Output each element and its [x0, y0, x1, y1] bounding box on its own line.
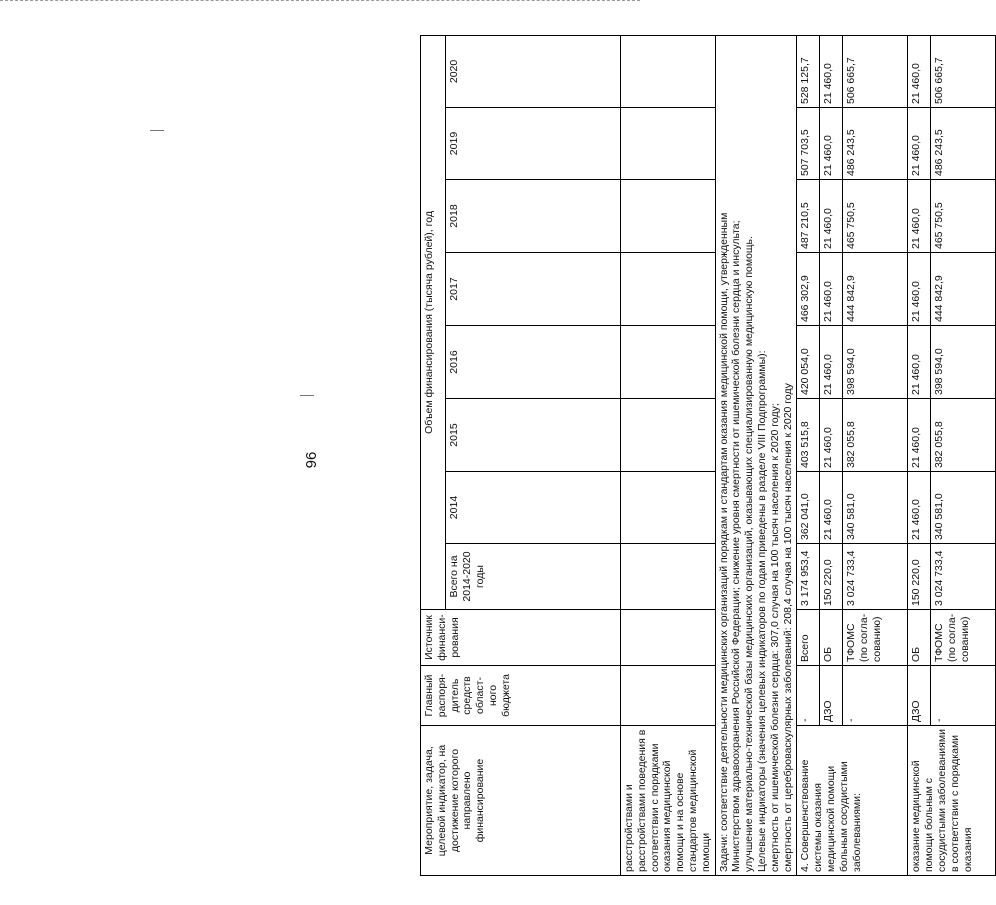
scan-top-edge [0, 0, 640, 5]
value-cell: 444 842,9 [931, 253, 996, 326]
value-cell: 398 594,0 [843, 326, 908, 399]
empty-cell [621, 399, 716, 472]
financing-table [420, 35, 996, 876]
empty-cell [621, 35, 716, 107]
manager-cell: - [797, 666, 820, 726]
manager-cell: - [843, 666, 908, 726]
scan-mark [300, 395, 314, 396]
empty-cell [621, 610, 716, 666]
header-year: 2014 [446, 472, 621, 544]
value-cell: 21 460,0 [820, 472, 843, 544]
manager-cell: ДЗО [908, 666, 931, 726]
empty-cell [621, 544, 716, 610]
value-cell: 444 842,9 [843, 253, 908, 326]
task-line: Министерством здравоохранения Российской Федерации; снижение уровня смертности от ишемической болезни сердца и инсульта; [730, 220, 743, 872]
source-cell: ОБ [820, 610, 843, 666]
total-cell: 3 024 733,4 [843, 544, 908, 610]
value-cell: 506 665,7 [931, 35, 996, 107]
total-cell: 3 024 733,4 [931, 544, 996, 610]
manager-cell: - [931, 666, 996, 726]
page-number: 96 [303, 451, 320, 469]
value-cell: 398 594,0 [931, 326, 996, 399]
empty-cell [621, 326, 716, 399]
total-cell: 150 220,0 [820, 544, 843, 610]
table-row [797, 35, 820, 875]
value-cell: 21 460,0 [908, 180, 931, 253]
total-cell: 150 220,0 [908, 544, 931, 610]
event-4-label: 4. Совершенствование системы оказания медицинской помощи больным сосудистыми заболеваниями: [797, 726, 908, 876]
event-5-label: оказание медицинской помощи больным с сосудистыми заболеваниями в соответствии с порядками оказания [908, 726, 996, 876]
value-cell: 403 515,8 [797, 399, 820, 472]
source-cell: ТФОМС (по согла-сованию) [931, 610, 996, 666]
value-cell: 21 460,0 [908, 399, 931, 472]
value-cell: 21 460,0 [908, 35, 931, 107]
empty-cell [621, 180, 716, 253]
empty-cell [621, 108, 716, 180]
value-cell: 21 460,0 [908, 108, 931, 180]
header-year: 2020 [446, 35, 621, 107]
value-cell: 21 460,0 [820, 180, 843, 253]
value-cell: 528 125,7 [797, 35, 820, 107]
header-volume: Объем финансирования (тысяча рублей), год [421, 35, 446, 609]
value-cell: 21 460,0 [820, 35, 843, 107]
value-cell: 486 243,5 [931, 108, 996, 180]
value-cell: 506 665,7 [843, 35, 908, 107]
header-year: 2018 [446, 180, 621, 253]
empty-cell [621, 666, 716, 726]
value-cell: 487 210,5 [797, 180, 820, 253]
source-cell: ТФОМС (по согла-сованию) [843, 610, 908, 666]
value-cell: 21 460,0 [908, 326, 931, 399]
value-cell: 362 041,0 [797, 472, 820, 544]
header-manager: Главный распоря-дитель средств област-ного бюджета [421, 666, 621, 726]
task-line: улучшение материально-технической базы медицинских организаций, оказывающих специализированную медицинскую помощь. [743, 236, 756, 872]
task-line: Задачи: соответствие деятельности медицинских организаций порядкам и стандартам оказания медицинской помощи, утвержденным [717, 212, 730, 872]
value-cell: 340 581,0 [843, 472, 908, 544]
header-source: Источник финанси-рования [421, 610, 621, 666]
task-line: смертность от цереброваскулярных заболеваний: 208,4 случая на 100 тысяч населения к 2020 году [781, 383, 794, 872]
value-cell: 21 460,0 [820, 108, 843, 180]
task-line: смертность от ишемической болезни сердца: 307,0 случая на 100 тысяч населения к 2020 году; [768, 403, 781, 872]
value-cell: 340 581,0 [931, 472, 996, 544]
value-cell: 21 460,0 [820, 253, 843, 326]
value-cell: 465 750,5 [843, 180, 908, 253]
task-line: Целевые индикаторы (значения целевых индикаторов по годам приведены в разделе VIII Подпрограммы): [755, 350, 768, 872]
value-cell: 420 054,0 [797, 326, 820, 399]
value-cell: 382 055,8 [931, 399, 996, 472]
tasks-and-indicators [715, 35, 797, 875]
value-cell: 486 243,5 [843, 108, 908, 180]
value-cell: 21 460,0 [820, 399, 843, 472]
header-year: 2015 [446, 399, 621, 472]
empty-cell [621, 253, 716, 326]
value-cell: 382 055,8 [843, 399, 908, 472]
scan-mark [150, 130, 164, 131]
table-row [908, 35, 931, 875]
value-cell: 507 703,5 [797, 108, 820, 180]
total-cell: 3 174 953,4 [797, 544, 820, 610]
header-year: 2017 [446, 253, 621, 326]
source-cell: Всего [797, 610, 820, 666]
manager-cell: ДЗО [820, 666, 843, 726]
empty-cell [621, 472, 716, 544]
continuation-text: расстройствами и расстройствами поведения в соответствии с порядками оказания медицинской помощи и на основе стандартов медицинской помощи [621, 726, 716, 876]
header-total: Всего на 2014-2020 годы [446, 544, 621, 610]
header-year: 2016 [446, 326, 621, 399]
value-cell: 21 460,0 [820, 326, 843, 399]
source-cell: ОБ [908, 610, 931, 666]
value-cell: 21 460,0 [908, 253, 931, 326]
financing-table-sheet [420, 36, 974, 876]
value-cell: 465 750,5 [931, 180, 996, 253]
value-cell: 21 460,0 [908, 472, 931, 544]
header-year: 2019 [446, 108, 621, 180]
value-cell: 466 302,9 [797, 253, 820, 326]
header-event: Мероприятие, задача, целевой индикатор, на достижение которого направлено финансирование [421, 726, 621, 876]
